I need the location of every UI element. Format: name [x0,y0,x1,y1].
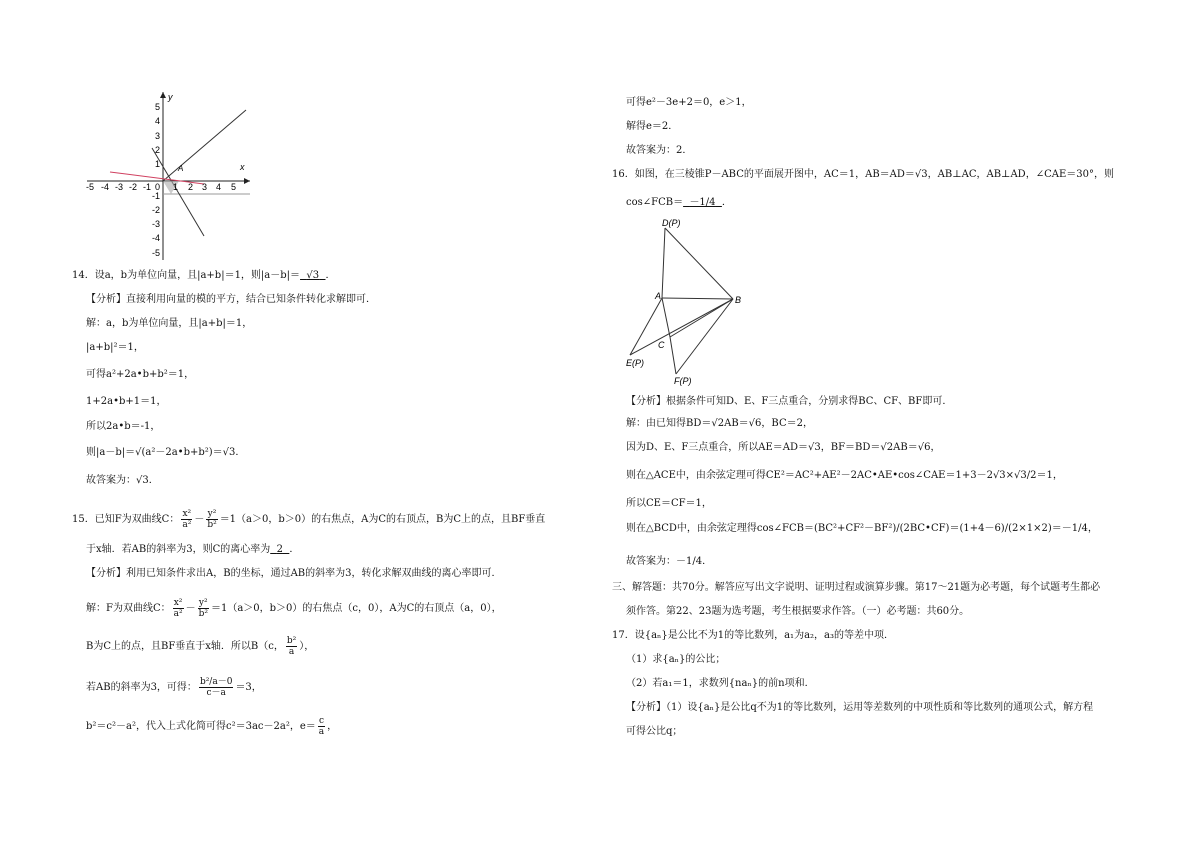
label-f: F(P) [674,376,692,386]
coordinate-graph [82,88,257,266]
q14-final: 故答案为：√3． [86,475,159,486]
q14-step-1: 解：a，b为单位向量，且|a+b|＝1， [86,318,253,329]
y-tick: 4 [155,116,161,126]
q14-analysis: 【分析】直接利用向量的模的平方，结合已知条件转化求解即可． [86,294,376,305]
origin-label: 0 [155,182,161,192]
q16-step-3: 则在△ACE中，由余弦定理可得CE²＝AC²+AE²－2AC•AE•cos∠CAE＝1+3－2√3×√3/2＝1， [626,470,1063,481]
x-tick: -5 [86,182,95,192]
x-tick: 2 [188,182,194,192]
q16-analysis: 【分析】根据条件可知D、E、F三点重合，分别求得BC、CF、BF即可． [626,396,953,407]
x-tick: -2 [129,182,138,192]
section-3-line2: 须作答。第22、23题为选考题，考生根据要求作答。（一）必考题：共60分。 [626,606,970,617]
q15-answer-blank: 2 [276,544,283,555]
q16-step-4: 所以CE＝CF＝1， [626,498,712,509]
q14-answer-blank: √3 [306,270,320,281]
q15-step-1: 解：F为双曲线C： $\frac{\text{x²}}{\text{a²}}$ － $\frac{\text{y²}}{\text{b²}}$ ＝1（a＞0，b＞0）的右焦点（c，0），A为C的右顶点（a，0）， [86,598,502,619]
label-e: E(P) [626,358,644,368]
x-tick: -4 [101,182,110,192]
q16-answer-blank: －1/4 [689,197,716,208]
q15-step-2: B为C上的点，且BF垂直于x轴．所以B（c， $\frac{\text{b²}}{a}$ ）， [86,636,315,657]
q15-analysis: 【分析】利用已知条件求出A，B的坐标，通过AB的斜率为3，转化求解双曲线的离心率即可． [86,568,502,579]
y-tick: -5 [152,248,161,258]
net-figure [620,214,760,390]
point-a-label: A [178,164,184,173]
q17-part-2: （2）若a₁＝1，求数列{naₙ}的前n项和． [626,678,815,689]
y-tick-labels [152,102,160,258]
label-c: C [658,340,665,350]
q14-step-4: 1+2a•b+1＝1， [86,396,167,407]
x-axis-label: x [240,162,245,172]
q16-final: 故答案为：－1/4． [626,556,713,567]
q15-tail-2: 解得e＝2． [626,121,679,132]
y-axis-label: y [168,92,173,102]
q15-tail-1: 可得e²－3e+2＝0，e＞1， [626,97,752,108]
label-b: B [735,295,742,305]
label-a: A [655,291,662,301]
q17-analysis-1: 【分析】（1）设{aₙ}是公比q不为1的等比数列，运用等差数列的中项性质和等比数列的通项公式，解方程 [626,702,1094,713]
y-tick: 5 [155,102,161,112]
q14-step-5: 所以2a•b＝-1， [86,421,161,432]
x-tick: 5 [231,182,237,192]
label-d: D(P) [662,218,681,228]
q16-step-1: 解：由已知得BD＝√2AB＝√6，BC＝2， [626,418,813,429]
x-tick: 3 [202,182,208,192]
y-tick: -4 [152,233,161,243]
y-tick: -2 [152,205,161,215]
q16-stem: 16．如图，在三棱锥P－ABC的平面展开图中，AC＝1，AB＝AD＝√3，AB⊥AC，AB⊥AD，∠CAE＝30°，则 [612,169,1114,180]
q17-analysis-2: 可得公比q； [626,726,683,737]
q15-step-4: b²＝c²－a²，代入上式化简可得c²＝3ac－2a²，e＝ $\frac{c}{a}$ ， [86,716,338,737]
q14-step-2: |a+b|²＝1， [86,342,144,353]
q14-step-6: 则|a－b|＝√(a²－2a•b+b²)＝√3． [86,447,246,458]
q14-stem: 14．设a，b为单位向量，且|a+b|＝1，则|a－b|＝ √3 ． [72,270,336,281]
q15-stem-line2: 于x轴．若AB的斜率为3，则C的离心率为 2 ． [86,544,300,555]
q16-step-2: 因为D、E、F三点重合，所以AE＝AD＝√3，BF＝BD＝√2AB＝√6， [626,442,941,453]
x-tick: 4 [216,182,222,192]
q15-step-3: 若AB的斜率为3，可得： $\frac{\text{b²/a－0}}{c-a}$ ＝3， [86,677,262,698]
q17-stem: 17．设{aₙ}是公比不为1的等比数列，a₁为a₂，a₃的等差中项． [612,630,895,641]
y-tick: 3 [155,131,161,141]
x-tick-labels [86,182,236,192]
q16-step-5: 则在△BCD中，由余弦定理得cos∠FCB＝(BC²+CF²－BF²)/(2BC•CF)＝(1+4－6)/(2×1×2)＝－1/4， [626,523,1098,534]
q17-part-1: （1）求{aₙ}的公比； [626,654,726,665]
x-tick: -1 [143,182,152,192]
q15-stem-line1: 15．已知F为双曲线C： $\frac{\text{x²}}{\text{a²}}$ － $\frac{\text{y²}}{\text{b²}}$ ＝1（a＞0，b＞0）的右焦点，A为C的右顶点，B为C上的点，且BF垂直 [72,509,546,530]
y-tick: -1 [152,191,161,201]
y-tick: -3 [152,219,161,229]
q15-tail-3: 故答案为：2． [626,145,693,156]
y-tick: 2 [155,145,161,155]
q14-step-3: 可得a²+2a•b+b²＝1， [86,369,195,380]
x-tick: 1 [173,182,179,192]
section-3-line1: 三、解答题：共70分。解答应写出文字说明、证明过程或演算步骤。第17～21题为必考题，每个试题考生都必 [612,582,1101,593]
y-tick: 1 [155,159,161,169]
x-tick: -3 [115,182,124,192]
q16-stem-line2: cos∠FCB＝ －1/4 ． [626,197,732,208]
